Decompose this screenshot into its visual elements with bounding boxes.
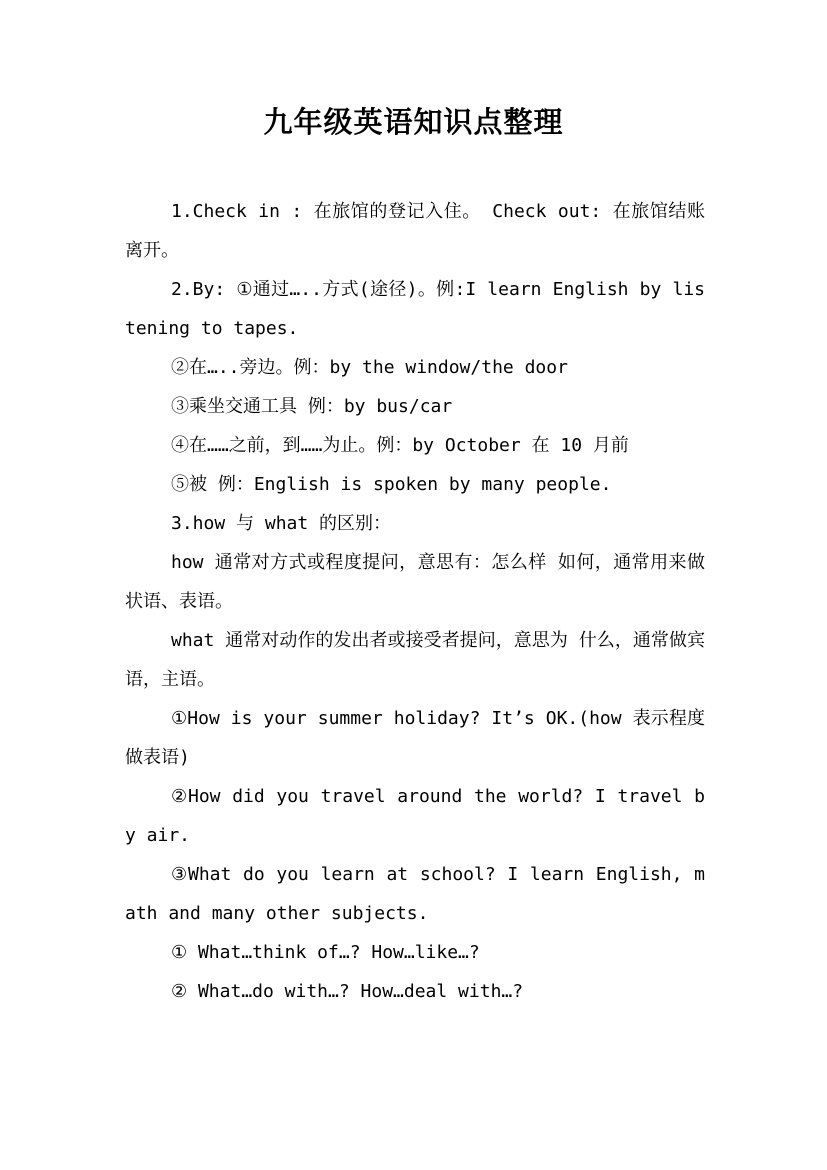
- paragraph: ②在…..旁边。例：by the window/the door: [171, 357, 568, 378]
- paragraph: ④在……之前，到……为止。例：by October 在 10 月前: [171, 435, 629, 456]
- paragraph: ① What…think of…? How…like…?: [171, 942, 480, 963]
- paragraph: what 通常对动作的发出者或接受者提问，意思为 什么，通常做宾语，主语。: [125, 630, 705, 690]
- document-body: [125, 192, 705, 1011]
- paragraph: ② What…do with…? How…deal with…?: [171, 981, 524, 1002]
- paragraph: ⑤被 例：English is spoken by many people.: [171, 474, 612, 495]
- paragraph: 1.Check in : 在旅馆的登记入住。 Check out: 在旅馆结账离开。: [125, 201, 705, 261]
- paragraph: how 通常对方式或程度提问，意思有：怎么样 如何，通常用来做状语、表语。: [125, 552, 705, 612]
- paragraph: ③What do you learn at school? I learn English, math and many other subjects.: [125, 864, 705, 924]
- document-title: 九年级英语知识点整理: [263, 105, 564, 139]
- paragraph: ①How is your summer holiday? It’s OK.(how 表示程度 做表语): [125, 708, 705, 768]
- paragraph: ②How did you travel around the world? I travel by air.: [125, 786, 705, 846]
- paragraph: 3.how 与 what 的区别：: [171, 513, 392, 534]
- paragraph: 2.By: ①通过…..方式(途径)。例:I learn English by listening to tapes.: [125, 279, 705, 339]
- paragraph: ③乘坐交通工具 例：by bus/car: [171, 396, 453, 417]
